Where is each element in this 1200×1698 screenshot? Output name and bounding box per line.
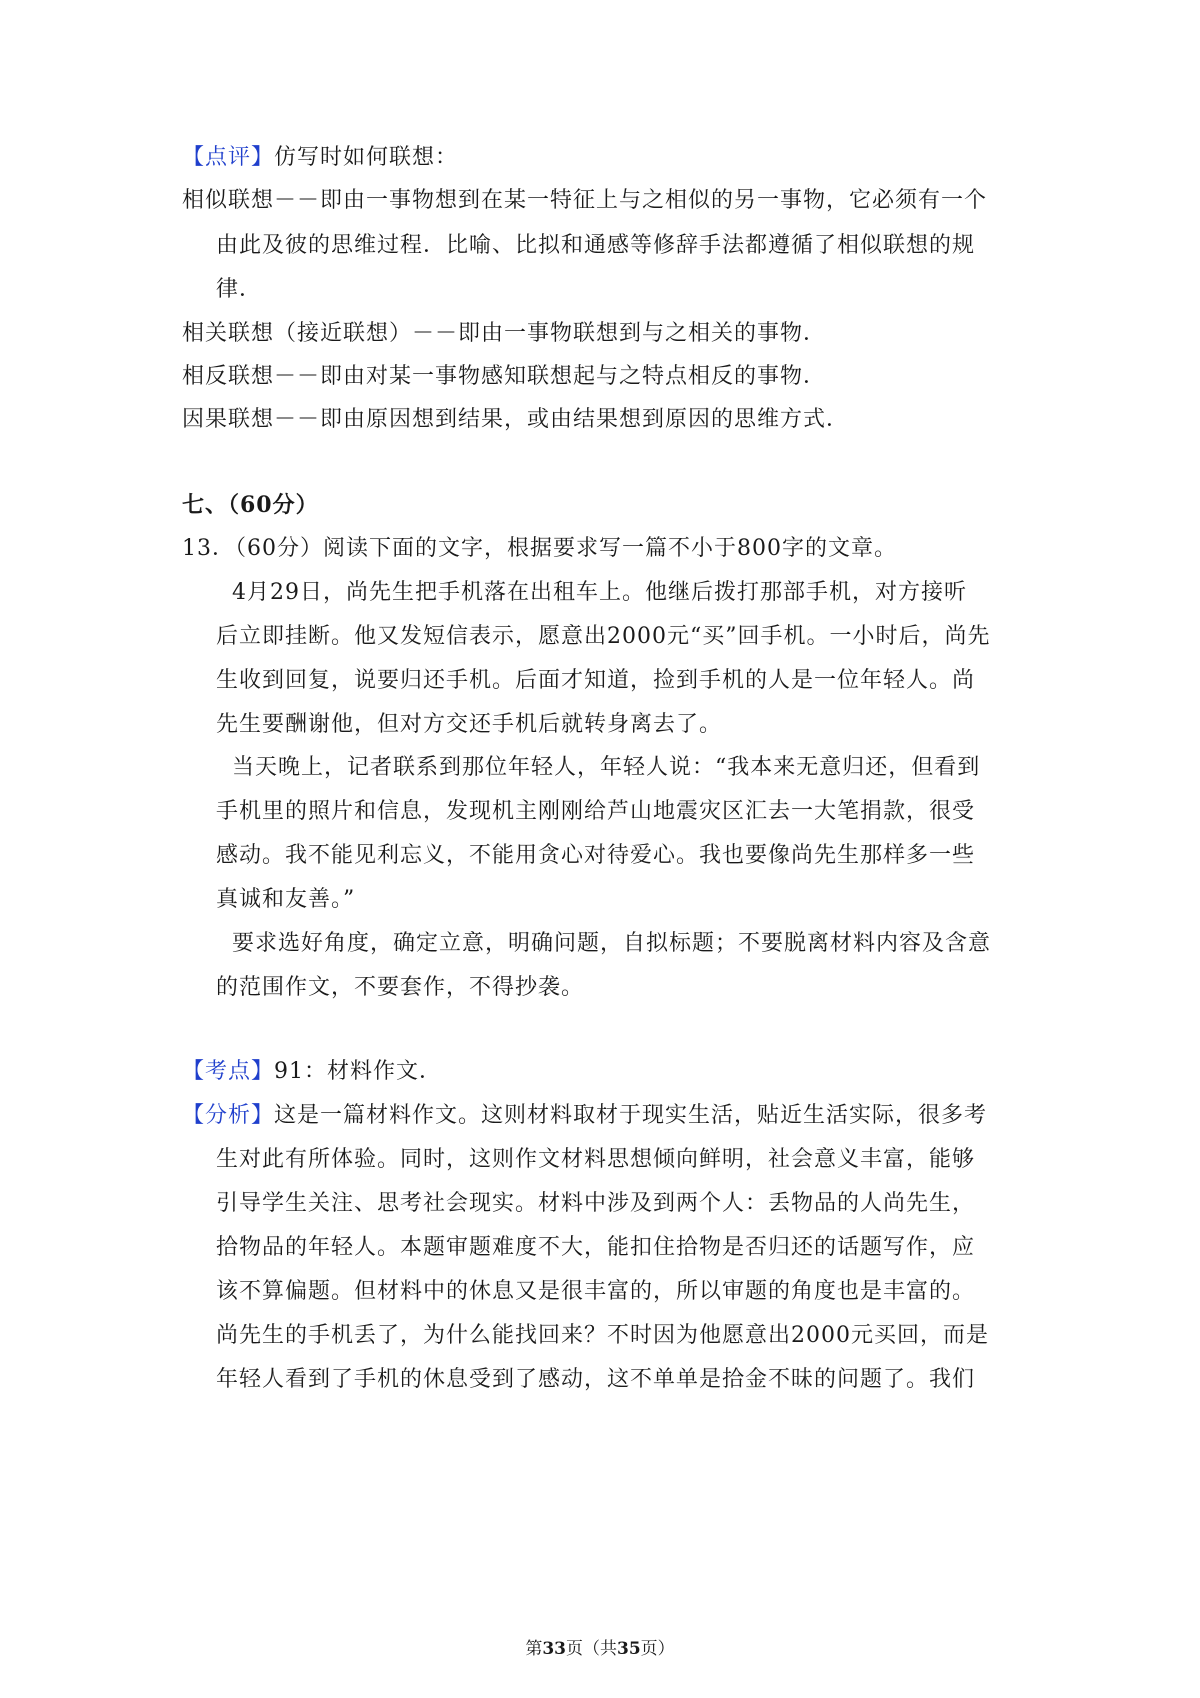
comment-line: 相似联想－－即由一事物想到在某一特征上与之相似的另一事物，它必须有一个 <box>182 188 988 213</box>
comment-line: 律． <box>216 277 263 302</box>
section-heading: 七、（60分） <box>182 492 319 518</box>
comment-tag: 【点评】 <box>182 145 275 170</box>
fenxi-line: 年轻人看到了手机的休息受到了感动，这不单单是拾金不昧的问题了。我们 <box>216 1367 976 1392</box>
comment-line: 由此及彼的思维过程．比喻、比拟和通感等修辞手法都遵循了相似联想的规 <box>216 233 976 258</box>
fenxi-line: 引导学生关注、思考社会现实。材料中涉及到两个人：丢物品的人尚先生， <box>216 1191 976 1216</box>
footer-prefix: 第 <box>525 1639 543 1659</box>
question-paragraph-line: 真诚和友善。” <box>216 887 356 912</box>
question-paragraph-line: 后立即挂断。他又发短信表示，愿意出2000元“买”回手机。一小时后，尚先 <box>216 624 991 649</box>
fenxi-line: 该不算偏题。但材料中的休息又是很丰富的，所以审题的角度也是丰富的。 <box>216 1279 976 1304</box>
question-paragraph-line: 感动。我不能见利忘义，不能用贪心对待爱心。我也要像尚先生那样多一些 <box>216 843 976 868</box>
fenxi-line: 尚先生的手机丢了，为什么能找回来？不时因为他愿意出2000元买回，而是 <box>216 1323 989 1348</box>
fenxi-first: 这是一篇材料作文。这则材料取材于现实生活，贴近生活实际，很多考 <box>274 1103 988 1128</box>
footer-page-number: 33 <box>542 1639 566 1659</box>
kaodian-text: 91：材料作文． <box>274 1059 443 1084</box>
comment-line: 因果联想－－即由原因想到结果，或由结果想到原因的思维方式． <box>182 407 850 432</box>
fenxi-line: 拾物品的年轻人。本题审题难度不大，能扣住拾物是否归还的话题写作，应 <box>216 1235 976 1260</box>
kaodian-tag: 【考点】 <box>182 1059 275 1084</box>
fenxi-tag: 【分析】 <box>182 1103 275 1128</box>
footer-total-pages: 35 <box>617 1639 641 1659</box>
comment-line: 相反联想－－即由对某一事物感知联想起与之特点相反的事物． <box>182 364 827 389</box>
fenxi-line: 生对此有所体验。同时，这则作文材料思想倾向鲜明，社会意义丰富，能够 <box>216 1147 976 1172</box>
question-paragraph-line: 要求选好角度，确定立意，明确问题，自拟标题；不要脱离材料内容及含意 <box>232 931 992 956</box>
fenxi-first-line <box>182 1101 987 1131</box>
comment-heading <box>182 143 458 173</box>
footer-middle: 页（共 <box>566 1639 617 1659</box>
question-paragraph-line: 手机里的照片和信息，发现机主刚刚给芦山地震灾区汇去一大笔捐款，很受 <box>216 799 976 824</box>
comment-line: 相关联想（接近联想）－－即由一事物联想到与之相关的事物． <box>182 321 827 346</box>
question-paragraph-line: 先生要酬谢他，但对方交还手机后就转身离去了。 <box>216 712 723 737</box>
kaodian-line <box>182 1057 442 1087</box>
comment-intro: 仿写时如何联想： <box>274 145 459 170</box>
question-stem: 13．（60分）阅读下面的文字，根据要求写一篇不小于800字的文章。 <box>182 536 897 561</box>
question-paragraph-line: 当天晚上，记者联系到那位年轻人，年轻人说：“我本来无意归还，但看到 <box>232 755 981 780</box>
page-footer <box>0 1638 1200 1660</box>
footer-suffix: 页） <box>640 1639 675 1659</box>
question-paragraph-line: 生收到回复，说要归还手机。后面才知道，捡到手机的人是一位年轻人。尚 <box>216 668 976 693</box>
question-paragraph-line: 的范围作文，不要套作，不得抄袭。 <box>216 975 585 1000</box>
question-paragraph-line: 4月29日，尚先生把手机落在出租车上。他继后拨打那部手机，对方接听 <box>232 580 967 605</box>
